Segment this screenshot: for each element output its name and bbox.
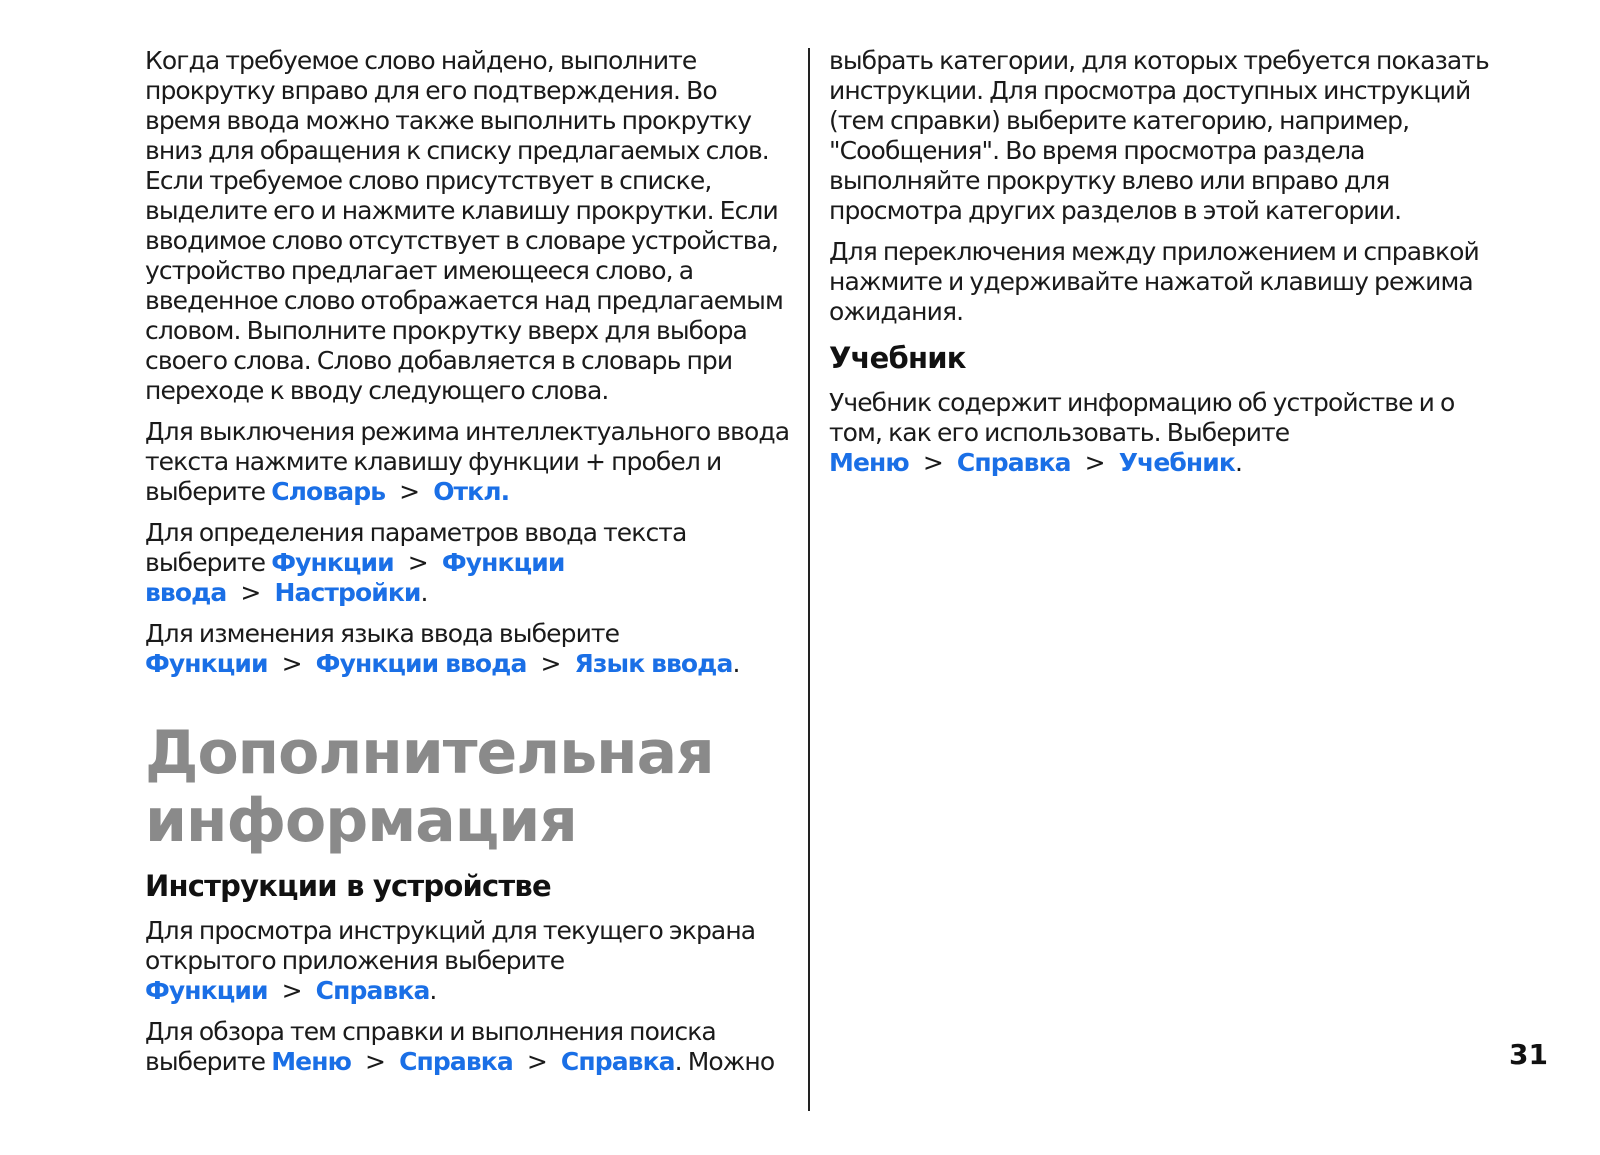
menu-path-help: Справка — [956, 448, 1071, 477]
menu-path-input-options: Функции ввода — [315, 649, 527, 678]
paragraph-text: Для изменения языка ввода выберите — [145, 619, 620, 648]
subheading-device-instructions: Инструкции в устройстве — [145, 869, 551, 903]
menu-path-dictionary: Словарь — [271, 477, 386, 506]
paragraph-disable-predictive — [145, 417, 795, 507]
menu-path-options: Функции — [145, 976, 268, 1005]
paragraph-tail: . Можно — [674, 1047, 775, 1076]
paragraph-text: Для выключения режима интеллектуального ввода текста нажмите клавишу функции + пробел и выберите — [145, 417, 790, 506]
paragraph-text: Для обзора тем справки и выполнения поиска выберите — [145, 1017, 716, 1076]
path-separator: > — [407, 548, 428, 577]
menu-path-help-topic: Справка — [560, 1047, 675, 1076]
period: . — [429, 976, 437, 1005]
period: . — [732, 649, 740, 678]
menu-path-input-options: Функции ввода — [145, 548, 565, 607]
paragraph-tutorial — [829, 388, 1489, 478]
menu-path-menu: Меню — [829, 448, 909, 477]
path-separator: > — [365, 1047, 386, 1076]
section-title: Дополнительная информация — [145, 718, 714, 856]
paragraph-predictive-text: Когда требуемое слово найдено, выполните прокрутку вправо для его подтверждения. Во время ввода можно также выполнить прокрутку вниз для обращения к списку предлагаемых слов. Если требуемое слово присутствует в списке, выделите его и нажмите клавишу прокрутки. Если вводимое слово отсутствует в словаре устройства, устройство предлагает имеющееся слово, а введенное слово отображается над предлагаемым словом. Выполните прокрутку вверх для выбора своего слова. Слово добавляется в словарь при переходе к вводу следующего слова. — [145, 46, 783, 405]
paragraph-screen-help — [145, 916, 795, 1006]
right-column — [829, 46, 1489, 489]
menu-path-options: Функции — [145, 649, 268, 678]
menu-path-input-language: Язык ввода — [574, 649, 733, 678]
menu-path-options: Функции — [271, 548, 394, 577]
menu-path-settings: Настройки — [274, 578, 421, 607]
path-separator: > — [540, 649, 561, 678]
subheading-tutorial: Учебник — [829, 341, 966, 375]
menu-path-menu: Меню — [271, 1047, 351, 1076]
page-number: 31 — [1509, 1038, 1548, 1071]
left-column — [145, 46, 795, 1088]
menu-path-off: Откл. — [433, 477, 510, 506]
paragraph-input-settings — [145, 518, 795, 608]
menu-path-help: Справка — [315, 976, 430, 1005]
column-divider — [808, 48, 810, 1111]
paragraph-input-language — [145, 619, 795, 679]
path-separator: > — [281, 649, 302, 678]
path-separator: > — [526, 1047, 547, 1076]
path-separator: > — [922, 448, 943, 477]
paragraph-text: Для просмотра инструкций для текущего экрана открытого приложения выберите — [145, 916, 756, 975]
paragraph-text: Учебник содержит информацию об устройстве и о том, как его использовать. Выберите — [829, 388, 1455, 447]
paragraph-text: Для определения параметров ввода текста выберите — [145, 518, 687, 577]
paragraph-help-topics — [145, 1017, 795, 1077]
period: . — [420, 578, 428, 607]
paragraph-switch-help: Для переключения между приложением и справкой нажмите и удерживайте нажатой клавишу режима ожидания. — [829, 237, 1479, 326]
path-separator: > — [281, 976, 302, 1005]
period: . — [1235, 448, 1243, 477]
path-separator: > — [240, 578, 261, 607]
menu-path-tutorial: Учебник — [1118, 448, 1235, 477]
menu-path-help: Справка — [399, 1047, 513, 1076]
path-separator: > — [1084, 448, 1105, 477]
paragraph-help-categories: выбрать категории, для которых требуется показать инструкции. Для просмотра доступных инструкций (тем справки) выберите категорию, например, "Сообщения". Во время просмотра раздела выполняйте прокрутку влево или вправо для просмотра других разделов в этой категории. — [829, 46, 1489, 225]
path-separator: > — [399, 477, 420, 506]
